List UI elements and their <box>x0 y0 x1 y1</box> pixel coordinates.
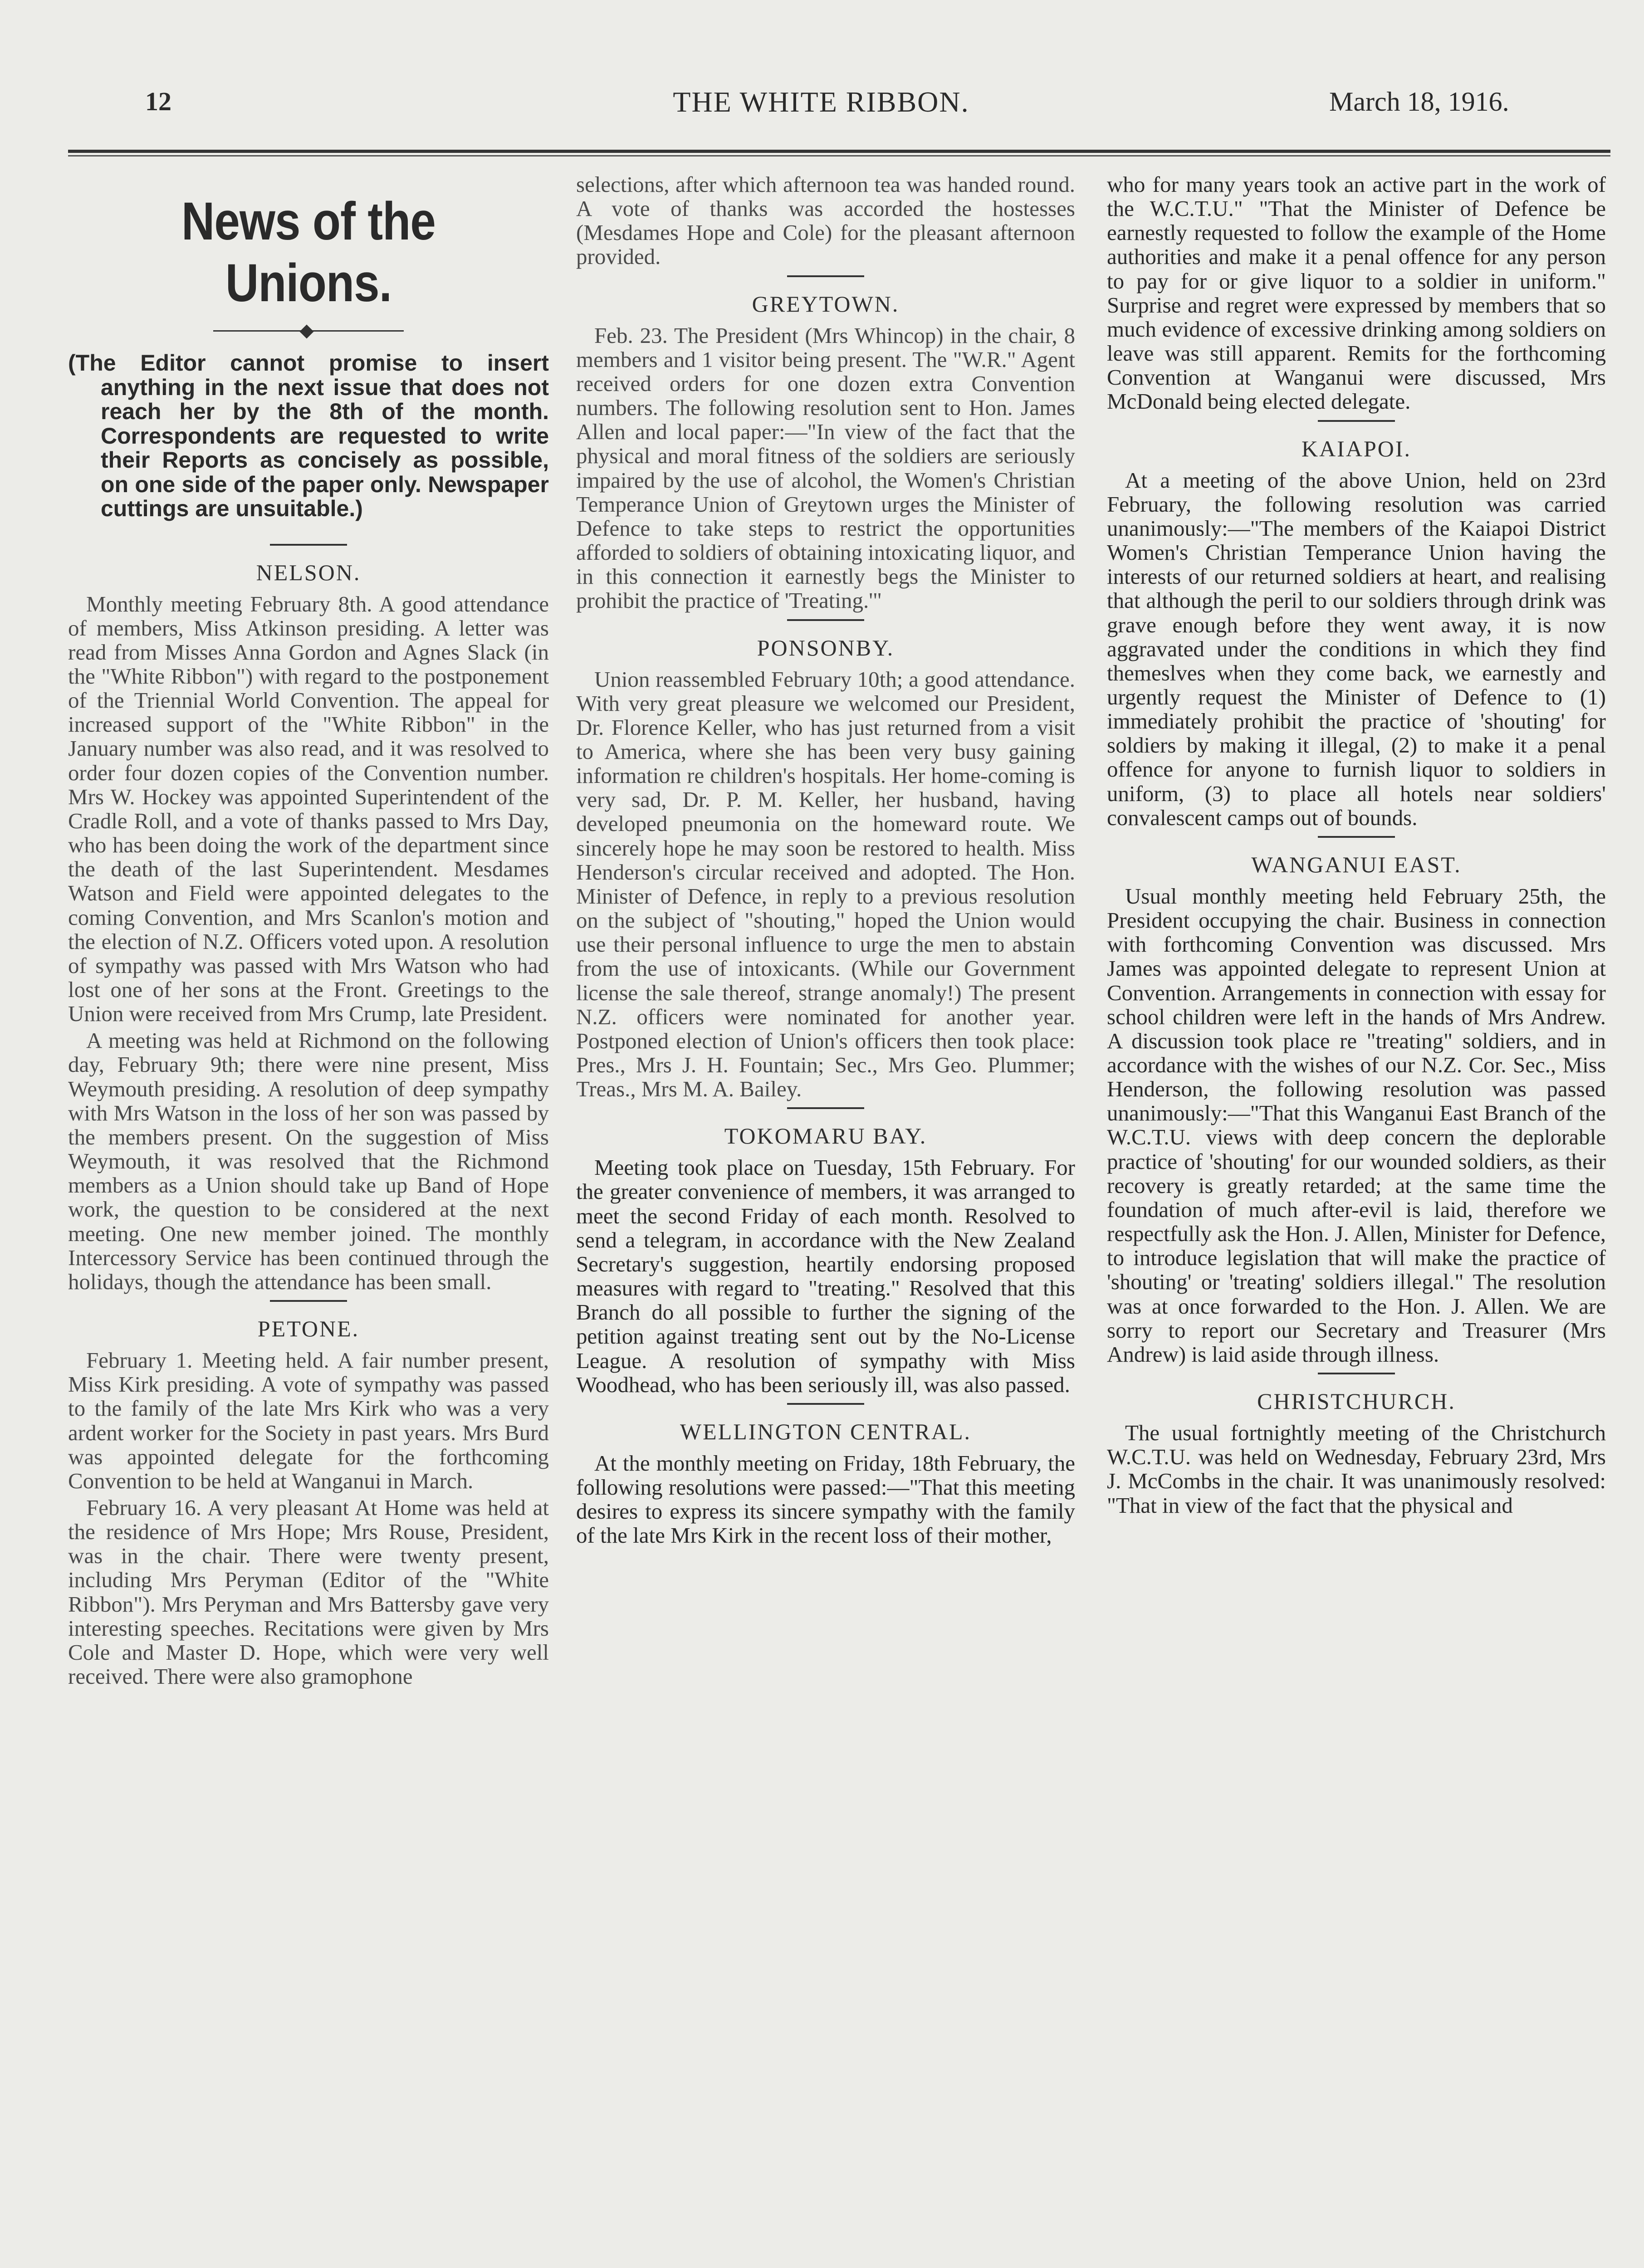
page-number: 12 <box>145 87 171 116</box>
report-heading-christchurch: CHRISTCHURCH. <box>1257 1388 1456 1414</box>
report-paragraph: Meeting took place on Tuesday, 15th February. For the greater convenience of members, it was arranged to meet the second Friday of each month. Resolved to send a telegram, in accordance with the New Zealand Secretary's suggestion, heartily endorsing proposed measures with regard to "treating." Resolved that this Branch do all possible to further the signing of the petition against treating sent out by the No-License League. A resolution of sympathy with Miss Woodhead, who has been seriously ill, was also passed. <box>576 1155 1075 1397</box>
separator <box>787 1107 864 1109</box>
separator <box>270 544 347 546</box>
separator <box>1318 1373 1395 1374</box>
report-paragraph: February 1. Meeting held. A fair number present, Miss Kirk presiding. A vote of sympathy was passed to the family of the late Mrs Kirk who was a very ardent worker for the Society in past years. Mrs Burd was appointed delegate for the forthcoming Convention to be held at Wanganui in March. <box>68 1348 549 1493</box>
report-paragraph: February 16. A very pleasant At Home was held at the residence of Mrs Hope; Mrs Rouse, President, was in the chair. There were twenty present, including Mrs Peryman (Editor of the "White Ribbon"). Mrs Peryman and Mrs Battersby gave very interesting speeches. Recitations were given by Mrs Cole and Master D. Hope, which were very well received. There were also gramophone <box>68 1495 549 1689</box>
report-heading-nelson: NELSON. <box>256 559 361 585</box>
editor-notice: (The Editor cannot promise to insert anything in the next issue that does not reach her by the 8th of the month. Correspondents are requested to write their Reports as concisely as possible, on one side of the paper only. Newspaper cuttings are unsuitable.) <box>68 350 549 521</box>
separator <box>787 619 864 621</box>
section-title: News of the Unions. <box>181 191 436 313</box>
header-rule-thin <box>68 155 1610 156</box>
report-paragraph: Usual monthly meeting held February 25th, the President occupying the chair. Business in connection with forthcoming Convention was discussed. Mrs James was appointed delegate to represent Union at Convention. Arrangements in connection with essay for school children were left in the hands of Mrs Andrew. A discussion took place re "treating" soldiers, and in accordance with the wishes of our N.Z. Cor. Sec., Miss Henderson, the following resolution was passed unanimously:—"That this Wanganui East Branch of the W.C.T.U. views with deep concern the deplorable practice of 'shouting' for our wounded soldiers, as their recovery is greatly retarded; at the same time the foundation of much after-evil is laid, therefore we respectfully ask the Hon. J. Allen, Minister for Defence, to introduce legislation that will make the practice of 'shouting' or 'treating' soldiers illegal." The resolution was at once forwarded to the Hon. J. Allen. We are sorry to report our Secretary and Treasurer (Mrs Andrew) is laid aside through illness. <box>1107 883 1606 1367</box>
report-paragraph-continued: selections, after which afternoon tea was handed round. A vote of thanks was accorded the hostesses (Mesdames Hope and Cole) for the pleasant afternoon provided. <box>576 172 1075 269</box>
title-ornament <box>213 329 404 333</box>
report-heading-tokomaru-bay: TOKOMARU BAY. <box>724 1123 927 1149</box>
separator <box>787 275 864 277</box>
publication-title: THE WHITE RIBBON. <box>673 86 969 118</box>
report-heading-greytown: GREYTOWN. <box>752 291 900 317</box>
report-paragraph: A meeting was held at Richmond on the following day, February 9th; there were nine present, Miss Weymouth presiding. A resolution of deep sympathy with Mrs Watson in the loss of her son was passed by the members present. On the suggestion of Miss Weymouth, it was resolved that the Richmond members as a Union should take up Band of Hope work, the question to be considered at the next meeting. One new member joined. The monthly Intercessory Service has been continued through the holidays, though the attendance has been small. <box>68 1028 549 1294</box>
issue-date: March 18, 1916. <box>1329 87 1509 117</box>
report-heading-wellington-central: WELLINGTON CENTRAL. <box>680 1418 972 1444</box>
report-paragraph: Union reassembled February 10th; a good attendance. With very great pleasure we welcomed our President, Dr. Florence Keller, who has just returned from a visit to America, where she has been very busy gaining information re children's hospitals. Her home-coming is very sad, Dr. P. M. Keller, her husband, having developed pneumonia on the homeward route. We sincerely hope he may soon be restored to health. Miss Henderson's circular received and adopted. The Hon. Minister of Defence, in reply to a previous resolution on the subject of "shouting," hoped the Union would use their personal influence to urge the men to abstain from the use of intoxicants. (While our Government license the sale thereof, strange anomaly!) The present N.Z. officers were nominated for another year. Postponed election of Union's officers then took place: Pres., Mrs J. H. Fountain; Sec., Mrs Geo. Plummer; Treas., Mrs M. A. Bailey. <box>576 666 1075 1102</box>
header-rule <box>68 150 1610 153</box>
report-paragraph: At a meeting of the above Union, held on 23rd February, the following resolution was carried unanimously:—"The members of the Kaiapoi District Women's Christian Temperance Union having the interests of our returned soldiers at heart, and realising that although the peril to our soldiers through drink was grave enough before they went away, it is now aggravated under the conditions in which they find themeslves when they come back, we earnestly and urgently request the Minister of Defence to (1) immediately prohibit the practice of 'shouting' for soldiers by making it illegal, (2) to make it a penal offence for anyone to furnish liquor to soldiers in uniform, (3) to place all hotels near soldiers' convalescent camps out of bounds. <box>1107 467 1606 830</box>
report-paragraph: The usual fortnightly meeting of the Christchurch W.C.T.U. was held on Wednesday, February 23rd, Mrs J. McCombs in the chair. It was unanimously resolved: "That in view of the fact that the physical and <box>1107 1420 1606 1518</box>
separator <box>787 1403 864 1405</box>
column-3 <box>1107 172 1606 2268</box>
separator <box>270 1300 347 1302</box>
column-2 <box>576 172 1075 2268</box>
report-paragraph-continued: who for many years took an active part in the work of the W.C.T.U." "That the Minister of Defence be earnestly requested to follow the example of the Home authorities and make it a penal offence for any person to pay for or give liquor to a soldier in uniform." Surprise and regret were expressed by members that so much evidence of excessive drinking among soldiers on leave was still apparent. Remits for the forthcoming Convention at Wanganui were discussed, Mrs McDonald being elected delegate. <box>1107 172 1606 414</box>
report-paragraph: At the monthly meeting on Friday, 18th February, the following resolutions were passed:—"That this meeting desires to express its sincere sympathy with the family of the late Mrs Kirk in the recent loss of their mother, <box>576 1450 1075 1548</box>
separator <box>1318 836 1395 838</box>
separator <box>1318 420 1395 422</box>
report-heading-ponsonby: PONSONBY. <box>757 635 895 660</box>
report-heading-petone: PETONE. <box>257 1316 360 1342</box>
report-paragraph: Monthly meeting February 8th. A good attendance of members, Miss Atkinson presiding. A letter was read from Misses Anna Gordon and Agnes Slack (in the "White Ribbon") with regard to the postponement of the Triennial World Convention. The appeal for increased support of the "White Ribbon" in the January number was also read, and it was resolved to order four dozen copies of the Convention number. Mrs W. Hockey was appointed Superintendent of the Cradle Roll, and a vote of thanks passed to Mrs Day, who has been doing the work of the department since the death of the last Superintendent. Mesdames Watson and Field were appointed delegates to the coming Convention, and Mrs Scanlon's motion and the election of N.Z. Officers voted upon. A resolution of sympathy was passed with Mrs Watson who had lost one of her sons at the Front. Greetings to the Union were received from Mrs Crump, late President. <box>68 591 549 1026</box>
report-paragraph: Feb. 23. The President (Mrs Whincop) in the chair, 8 members and 1 visitor being present. The "W.R." Agent received orders for one dozen extra Convention numbers. The following resolution sent to Hon. James Allen and local paper:—"In view of the fact that the physical and moral fitness of the soldiers are seriously impaired by the use of alcohol, the Women's Christian Temperance Union of Greytown urges the Minister of Defence to take steps to restrict the opportunities afforded to soldiers of obtaining intoxicating liquor, and in this connection it earnestly begs the Minister to prohibit the practice of 'Treating.'" <box>576 323 1075 613</box>
report-heading-wanganui-east: WANGANUI EAST. <box>1251 851 1462 877</box>
column-1 <box>68 172 549 2268</box>
report-heading-kaiapoi: KAIAPOI. <box>1301 435 1412 461</box>
